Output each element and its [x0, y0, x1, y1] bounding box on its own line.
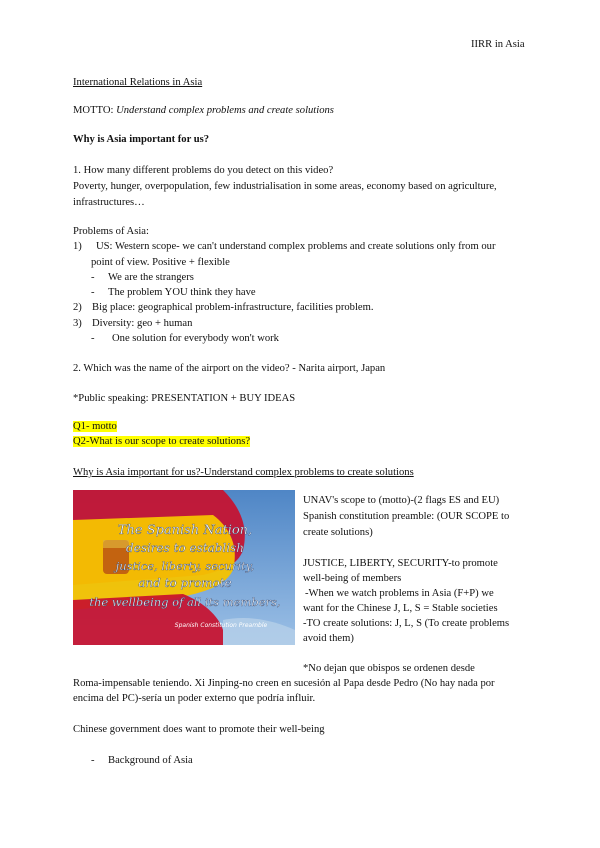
bullet-dash: - [91, 272, 95, 283]
side-p1-line1: UNAV's scope to (motto)-(2 flags ES and EU) [303, 495, 500, 506]
public-speaking-note: *Public speaking: PRESENTATION + BUY IDEAS [73, 393, 296, 404]
highlight-line-2 [73, 435, 250, 449]
q1-answer-line2: infrastructures… [73, 197, 145, 208]
caption-line-2: desires to establish [126, 541, 244, 555]
note-line2: Roma-impensable teniendo. Xi Jinping-no creen en sucesión al Papa desde Pedro (No hay nada por [73, 678, 495, 689]
problem-3-text: Diversity: geo + human [92, 318, 193, 329]
q1-question: 1. How many different problems do you detect on this video? [73, 165, 334, 176]
question-heading: Why is Asia important for us? [73, 134, 210, 145]
caption-source: Spanish Constitution Preamble [174, 622, 268, 629]
side-p2-line5: -TO create solutions: J, L, S (To create problems [303, 618, 510, 629]
document-title: International Relations in Asia [73, 77, 203, 88]
problem-1-line2: point of view. Positive + flexible [91, 257, 230, 268]
caption-line-5: the wellbeing of all its members, [89, 595, 281, 609]
problem-2-number: 2) [73, 302, 82, 313]
highlighted-text: Q1- motto [73, 421, 117, 432]
spanish-flag-image [73, 490, 295, 645]
background-of-asia-item: Background of Asia [108, 755, 193, 766]
q1-answer-line1: Poverty, hunger, overpopulation, few industrialisation in some areas, economy based on agriculture, [73, 181, 497, 192]
caption-line-3: justice, liberty, security, [115, 559, 255, 573]
bullet-dash: - [91, 287, 95, 298]
note-line3: encima del PC)-sería un poder externo que podría influir. [73, 693, 316, 704]
problem-1-number: 1) [73, 241, 82, 252]
problem-1-sub-1: We are the strangers [108, 272, 194, 283]
bullet-dash: - [91, 755, 95, 766]
motto-line [73, 104, 334, 118]
side-p1-line2: Spanish constitution preamble: (OUR SCOPE to [303, 511, 510, 522]
highlighted-text: Q2-What is our scope to create solutions? [73, 436, 251, 447]
highlight-line-1 [73, 420, 117, 434]
side-p2-line1: JUSTICE, LIBERTY, SECURITY-to promote [303, 558, 498, 569]
side-p2-line3: -When we watch problems in Asia (F+P) we [305, 588, 494, 599]
problem-2-text: Big place: geographical problem-infrastructure, facilities problem. [92, 302, 374, 313]
side-p2-line2: well-being of members [303, 573, 402, 584]
note-line1: *No dejan que obispos se ordenen desde [303, 663, 475, 674]
side-p2-line6: avoid them) [303, 633, 354, 644]
bullet-dash: - [91, 333, 95, 344]
problem-1-line1: US: Western scope- we can't understand complex problems and create solutions only from our [96, 241, 496, 252]
problem-1-sub-2: The problem YOU think they have [108, 287, 256, 298]
problems-heading: Problems of Asia: [73, 226, 149, 237]
section-heading: Why is Asia important for us?-Understand complex problems to create solutions [73, 467, 414, 478]
caption-line-4: and to promote [138, 576, 232, 590]
side-p1-line3: create solutions) [303, 527, 373, 538]
caption-line-1: The Spanish Nation, [117, 523, 253, 538]
chinese-government-line: Chinese government does want to promote their well-being [73, 724, 325, 735]
running-header: IIRR in Asia [471, 39, 525, 50]
q2-text: 2. Which was the name of the airport on the video? - Narita airport, Japan [73, 363, 386, 374]
side-p2-line4: want for the Chinese J, L, S = Stable societies [303, 603, 498, 614]
problem-3-sub-1: One solution for everybody won't work [112, 333, 279, 344]
motto-label: MOTTO: [73, 105, 114, 116]
motto-text: Understand complex problems and create solutions [116, 105, 334, 116]
problem-3-number: 3) [73, 318, 82, 329]
